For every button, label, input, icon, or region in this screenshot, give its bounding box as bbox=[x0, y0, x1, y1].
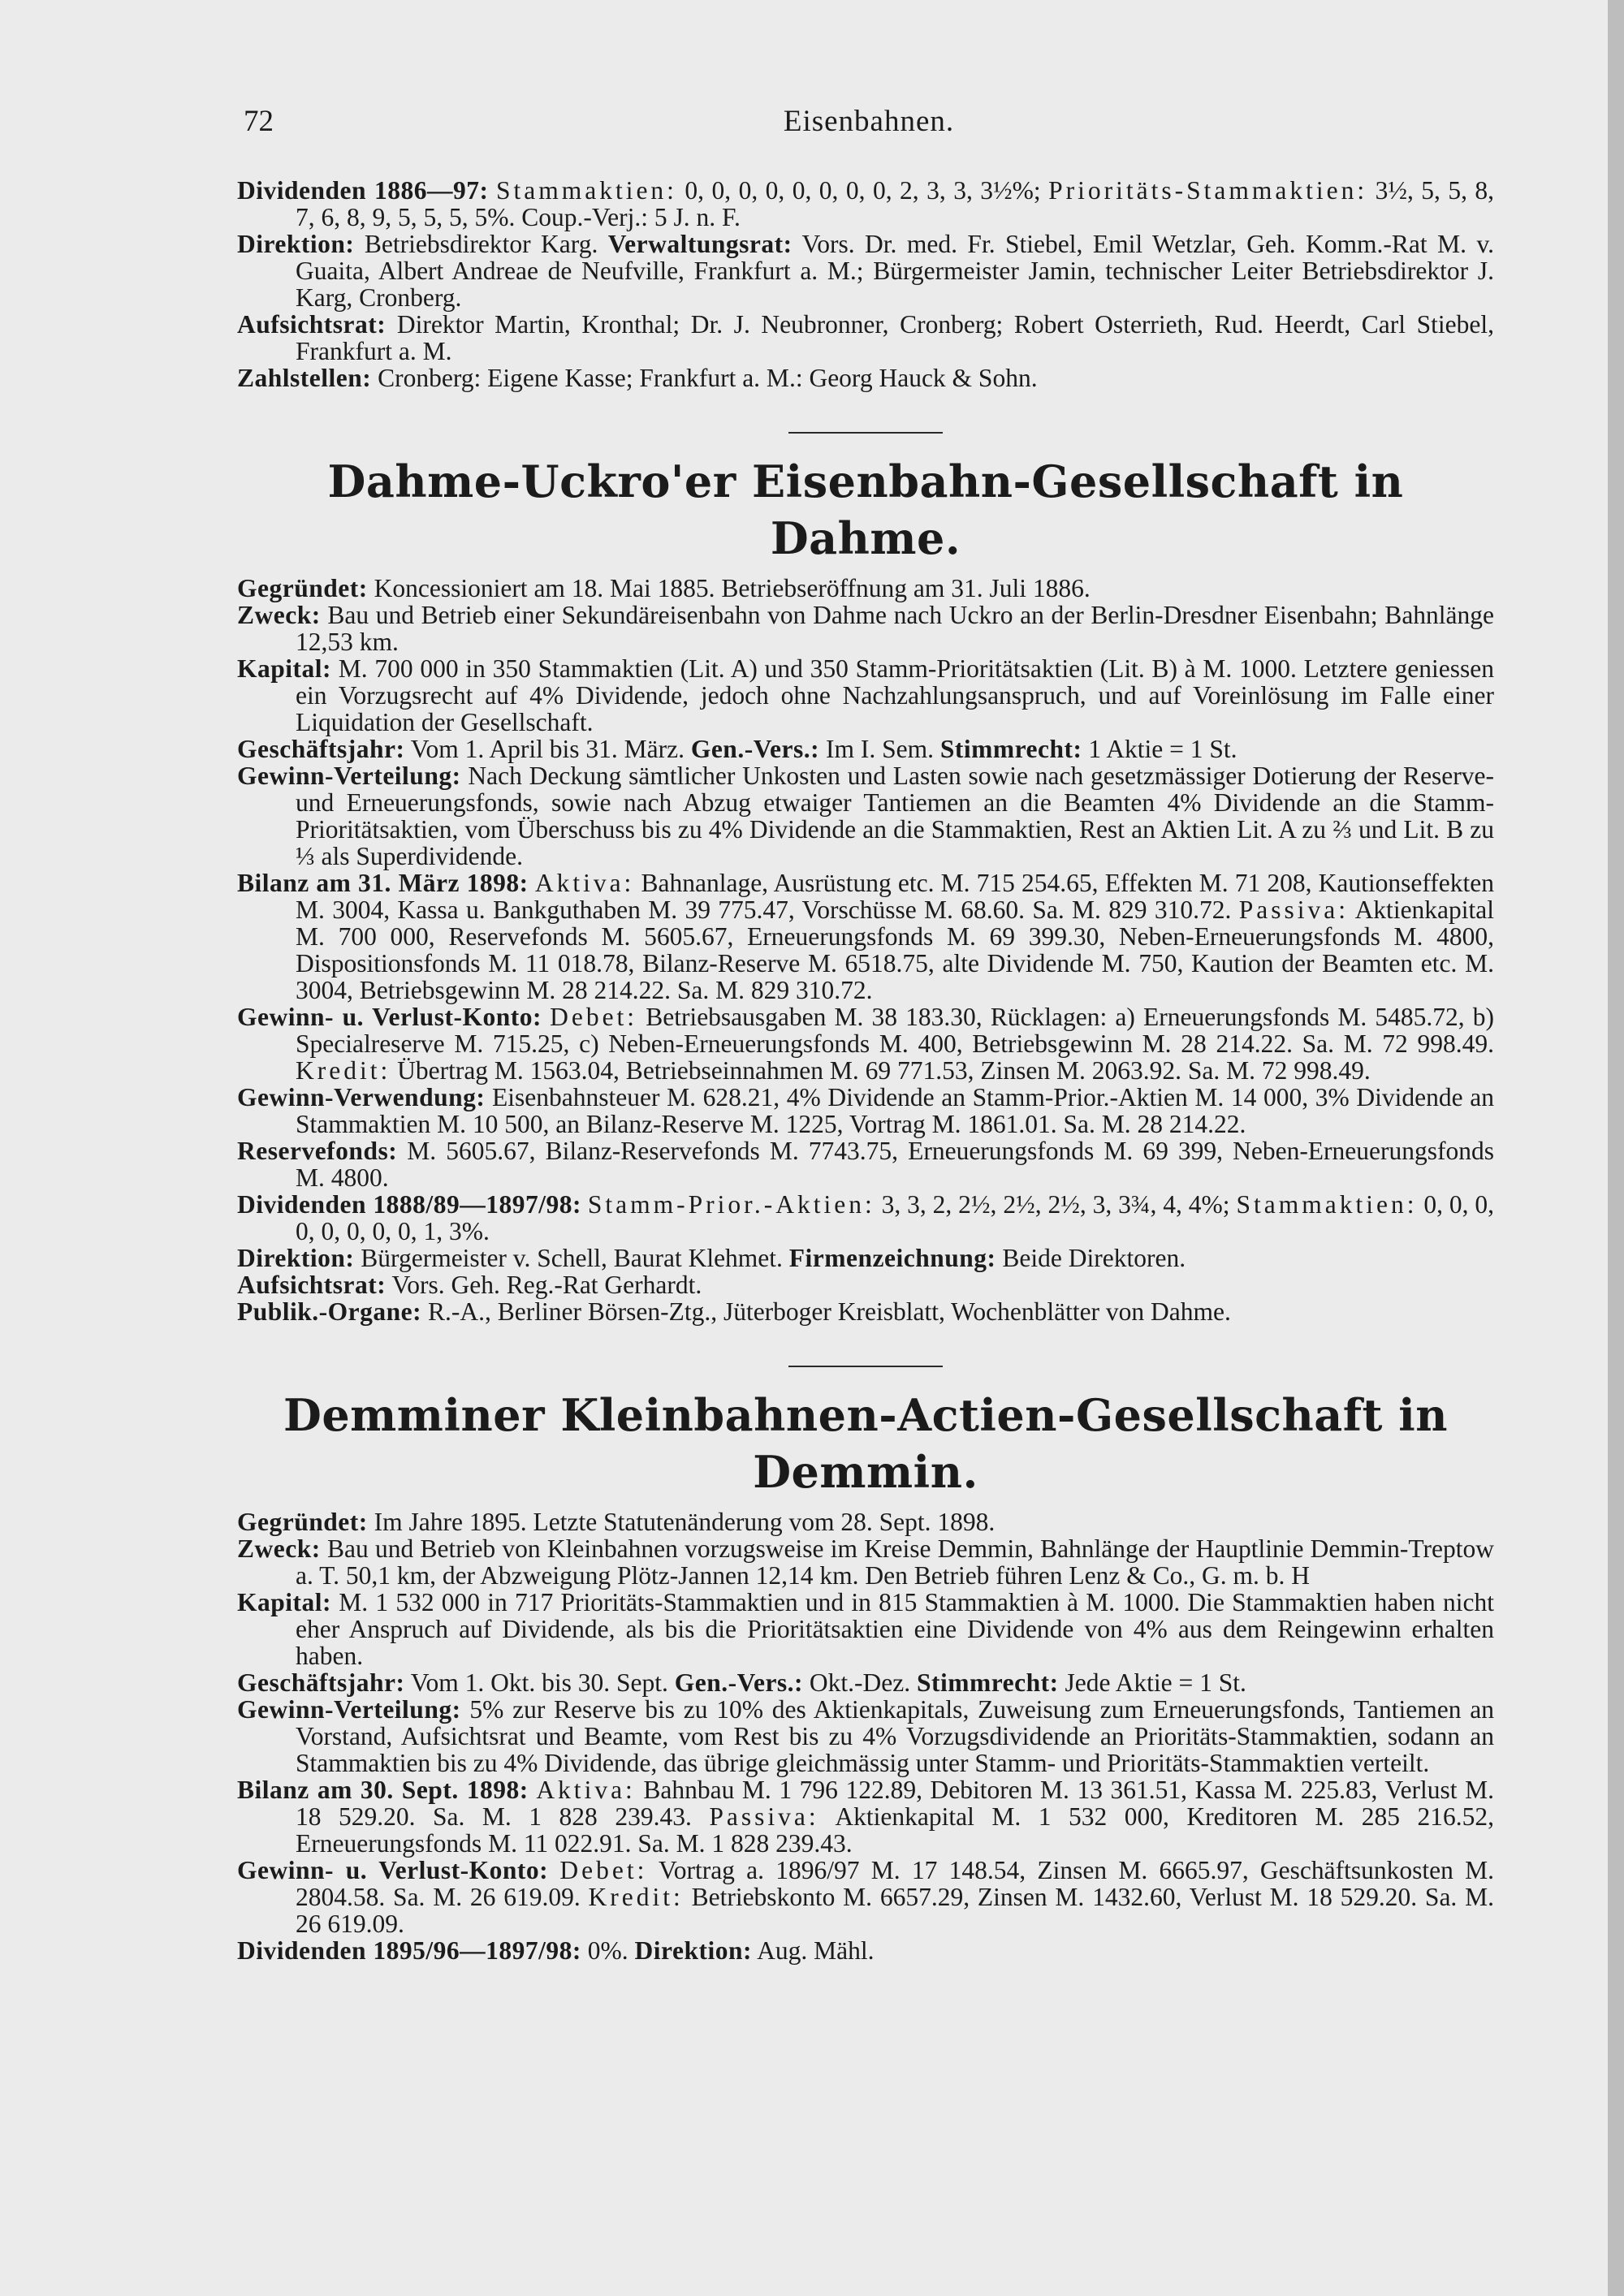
entry-gegruendet: Gegründet: Im Jahre 1895. Letzte Statutenänderung vom 28. Sept. 1898. bbox=[237, 1508, 996, 1536]
entry-gegruendet: Gegründet: Koncessioniert am 18. Mai 1885. Betriebseröffnung am 31. Juli 1886. bbox=[237, 574, 1091, 602]
entry-gewinnverteilung: Gewinn-Verteilung: Nach Deckung sämtlicher Unkosten und Lasten sowie nach gesetzmässiger Dotierung der Reserve- und Erneuerungsfonds, sowie nach Abzug etwaiger Tantiemen an die Beamten 4% Dividende an die Stamm-Prioritätsaktien, vom Überschuss bis zu 4% Dividende an die Stammaktien, Rest an Aktien Lit. A zu ⅔ und Lit. B zu ⅓ als Superdividende. bbox=[237, 762, 1494, 870]
entry-gewinnverteilung: Gewinn-Verteilung: 5% zur Reserve bis zu 10% des Aktienkapitals, Zuweisung zum Erneuerungsfonds, Tantiemen an Vorstand, Aufsichtsrat und Beamte, vom Rest bis zu 4% Vorzugsdividende an Prioritäts-Stammaktien, sodann an Stammaktien bis zu 4% Dividende, das übrige gleichmässig unter Stamm- und Prioritäts-Stammaktien verteilt. bbox=[237, 1695, 1494, 1777]
entry-geschaeftsjahr: Geschäftsjahr: Vom 1. April bis 31. März. Gen.-Vers.: Im I. Sem. Stimmrecht: 1 Aktie = 1 St. bbox=[237, 735, 1237, 763]
company-title-dahme: Dahme-Uckro'er Eisenbahn-Gesellschaft in Dahme. bbox=[327, 455, 1404, 564]
running-title: Eisenbahnen. bbox=[783, 105, 955, 138]
entry-kapital: Kapital: M. 700 000 in 350 Stammaktien (Lit. A) und 350 Stamm-Prioritätsaktien (Lit. B) à M. 1000. Letztere geniessen ein Vorzugsrecht auf 4% Dividende, jedoch ohne Nachzahlungsanspruch, und auf Voreinlösung im Falle einer Liquidation der Gesellschaft. bbox=[237, 654, 1494, 736]
entry-zweck: Zweck: Bau und Betrieb von Kleinbahnen vorzugsweise im Kreise Demmin, Bahnlänge der Hauptlinie Demmin-Treptow a. T. 50,1 km, der Abzweigung Plötz-Jannen 12,14 km. Den Betrieb führen Lenz & Co., G. m. b. H bbox=[237, 1534, 1495, 1590]
binding-edge bbox=[1608, 0, 1624, 2296]
section-divider bbox=[788, 432, 943, 434]
entry-reservefonds: Reservefonds: M. 5605.67, Bilanz-Reservefonds M. 7743.75, Erneuerungsfonds M. 69 399, Neben-Erneuerungsfonds M. 4800. bbox=[237, 1137, 1494, 1192]
entry-bilanz: Bilanz am 30. Sept. 1898: Aktiva: Bahnbau M. 1 796 122.89, Debitoren M. 13 361.51, Kassa M. 225.83, Verlust M. 18 529.20. Sa. M. 1 828 239.43. Passiva: Aktienkapital M. 1 532 000, Kreditoren M. 285 216.52, Erneuerungsfonds M. 11 022.91. Sa. M. 1 828 239.43. bbox=[237, 1776, 1495, 1858]
entry-aufsichtsrat-prev: Aufsichtsrat: Direktor Martin, Kronthal; Dr. J. Neubronner, Cronberg; Robert Osterrieth, Rud. Heerdt, Carl Stiebel, Frankfurt a. M. bbox=[237, 310, 1494, 365]
section-divider bbox=[788, 1366, 943, 1367]
page-header bbox=[244, 104, 1494, 153]
entry-dividenden: Dividenden 1895/96—1897/98: 0%. Direktion: Aug. Mähl. bbox=[237, 1936, 875, 1965]
page-number: 72 bbox=[244, 105, 274, 138]
entry-geschaeftsjahr: Geschäftsjahr: Vom 1. Okt. bis 30. Sept. Gen.-Vers.: Okt.-Dez. Stimmrecht: Jede Aktie = 1 St. bbox=[237, 1668, 1246, 1697]
entry-guv: Gewinn- u. Verlust-Konto: Debet: Vortrag a. 1896/97 M. 17 148.54, Zinsen M. 6665.97, Geschäftsunkosten M. 2804.58. Sa. M. 26 619.09. Kredit: Betriebskonto M. 6657.29, Zinsen M. 1432.60, Verlust M. 18 529.20. Sa. M. 26 619.09. bbox=[237, 1856, 1494, 1938]
entry-dividenden-prev: Dividenden 1886—97: Stammaktien: 0, 0, 0, 0, 0, 0, 0, 0, 2, 3, 3, 3½%; Prioritäts-Stammaktien: 3½, 5, 5, 8, 7, 6, 8, 9, 5, 5, 5, 5%. Coup.-Verj.: 5 J. n. F. bbox=[237, 176, 1495, 231]
entry-guv: Gewinn- u. Verlust-Konto: Debet: Betriebsausgaben M. 38 183.30, Rücklagen: a) Erneuerungsfonds M. 5485.72, b) Specialreserve M. 715.25, c) Neben-Erneuerungsfonds M. 400, Betriebsgewinn M. 28 214.22. Sa. M. 72 998.49. Kredit: Übertrag M. 1563.04, Betriebseinnahmen M. 69 771.53, Zinsen M. 2063.92. Sa. M. 72 998.49. bbox=[237, 1003, 1494, 1085]
entry-direktion: Direktion: Bürgermeister v. Schell, Baurat Klehmet. Firmenzeichnung: Beide Direktoren. bbox=[237, 1244, 1186, 1272]
entry-direktion-prev: Direktion: Betriebsdirektor Karg. Verwaltungsrat: Vors. Dr. med. Fr. Stiebel, Emil Wetzlar, Geh. Komm.-Rat M. v. Guaita, Albert Andreae de Neufville, Frankfurt a. M.; Bürgermeister Jamin, technischer Leiter Betriebsdirektor J. Karg, Cronberg. bbox=[237, 230, 1495, 312]
page-content bbox=[237, 177, 1494, 1964]
entry-publik: Publik.-Organe: R.-A., Berliner Börsen-Ztg., Jüterboger Kreisblatt, Wochenblätter von Dahme. bbox=[237, 1297, 1231, 1326]
entry-gewinnverwendung: Gewinn-Verwendung: Eisenbahnsteuer M. 628.21, 4% Dividende an Stamm-Prior.-Aktien M. 14 000, 3% Dividende an Stammaktien M. 10 500, an Bilanz-Reserve M. 1225, Vortrag M. 1861.01. Sa. M. 28 214.22. bbox=[237, 1083, 1494, 1138]
entry-zahlstellen-prev: Zahlstellen: Cronberg: Eigene Kasse; Frankfurt a. M.: Georg Hauck & Sohn. bbox=[237, 364, 1038, 392]
entry-aufsichtsrat: Aufsichtsrat: Vors. Geh. Reg.-Rat Gerhardt. bbox=[237, 1271, 702, 1299]
entry-dividenden: Dividenden 1888/89—1897/98: Stamm-Prior.-Aktien: 3, 3, 2, 2½, 2½, 2½, 3, 3¾, 4, 4%; Stammaktien: 0, 0, 0, 0, 0, 0, 0, 0, 1, 3%. bbox=[237, 1190, 1495, 1245]
entry-kapital: Kapital: M. 1 532 000 in 717 Prioritäts-Stammaktien und in 815 Stammaktien à M. 1000. Die Stammaktien haben nicht eher Anspruch auf Dividende, als bis die Prioritätsaktien eine Dividende von 4% aus dem Reingewinn erhalten haben. bbox=[237, 1588, 1495, 1670]
company-title-demmin: Demminer Kleinbahnen-Actien-Gesellschaft in Demmin. bbox=[283, 1389, 1449, 1498]
entry-zweck: Zweck: Bau und Betrieb einer Sekundäreisenbahn von Dahme nach Uckro an der Berlin-Dresdner Eisenbahn; Bahnlänge 12,53 km. bbox=[237, 601, 1495, 656]
entry-bilanz: Bilanz am 31. März 1898: Aktiva: Bahnanlage, Ausrüstung etc. M. 715 254.65, Effekten M. 71 208, Kautionseffekten M. 3004, Kassa u. Bankguthaben M. 39 775.47, Vorschüsse M. 68.60. Sa. M. 829 310.72. Passiva: Aktienkapital M. 700 000, Reservefonds M. 5605.67, Erneuerungsfonds M. 69 399.30, Neben-Erneuerungsfonds M. 4800, Dispositionsfonds M. 11 018.78, Bilanz-Reserve M. 6518.75, alte Dividende M. 750, Kaution der Beamten etc. M. 3004, Betriebsgewinn M. 28 214.22. Sa. M. 829 310.72. bbox=[237, 869, 1495, 1004]
